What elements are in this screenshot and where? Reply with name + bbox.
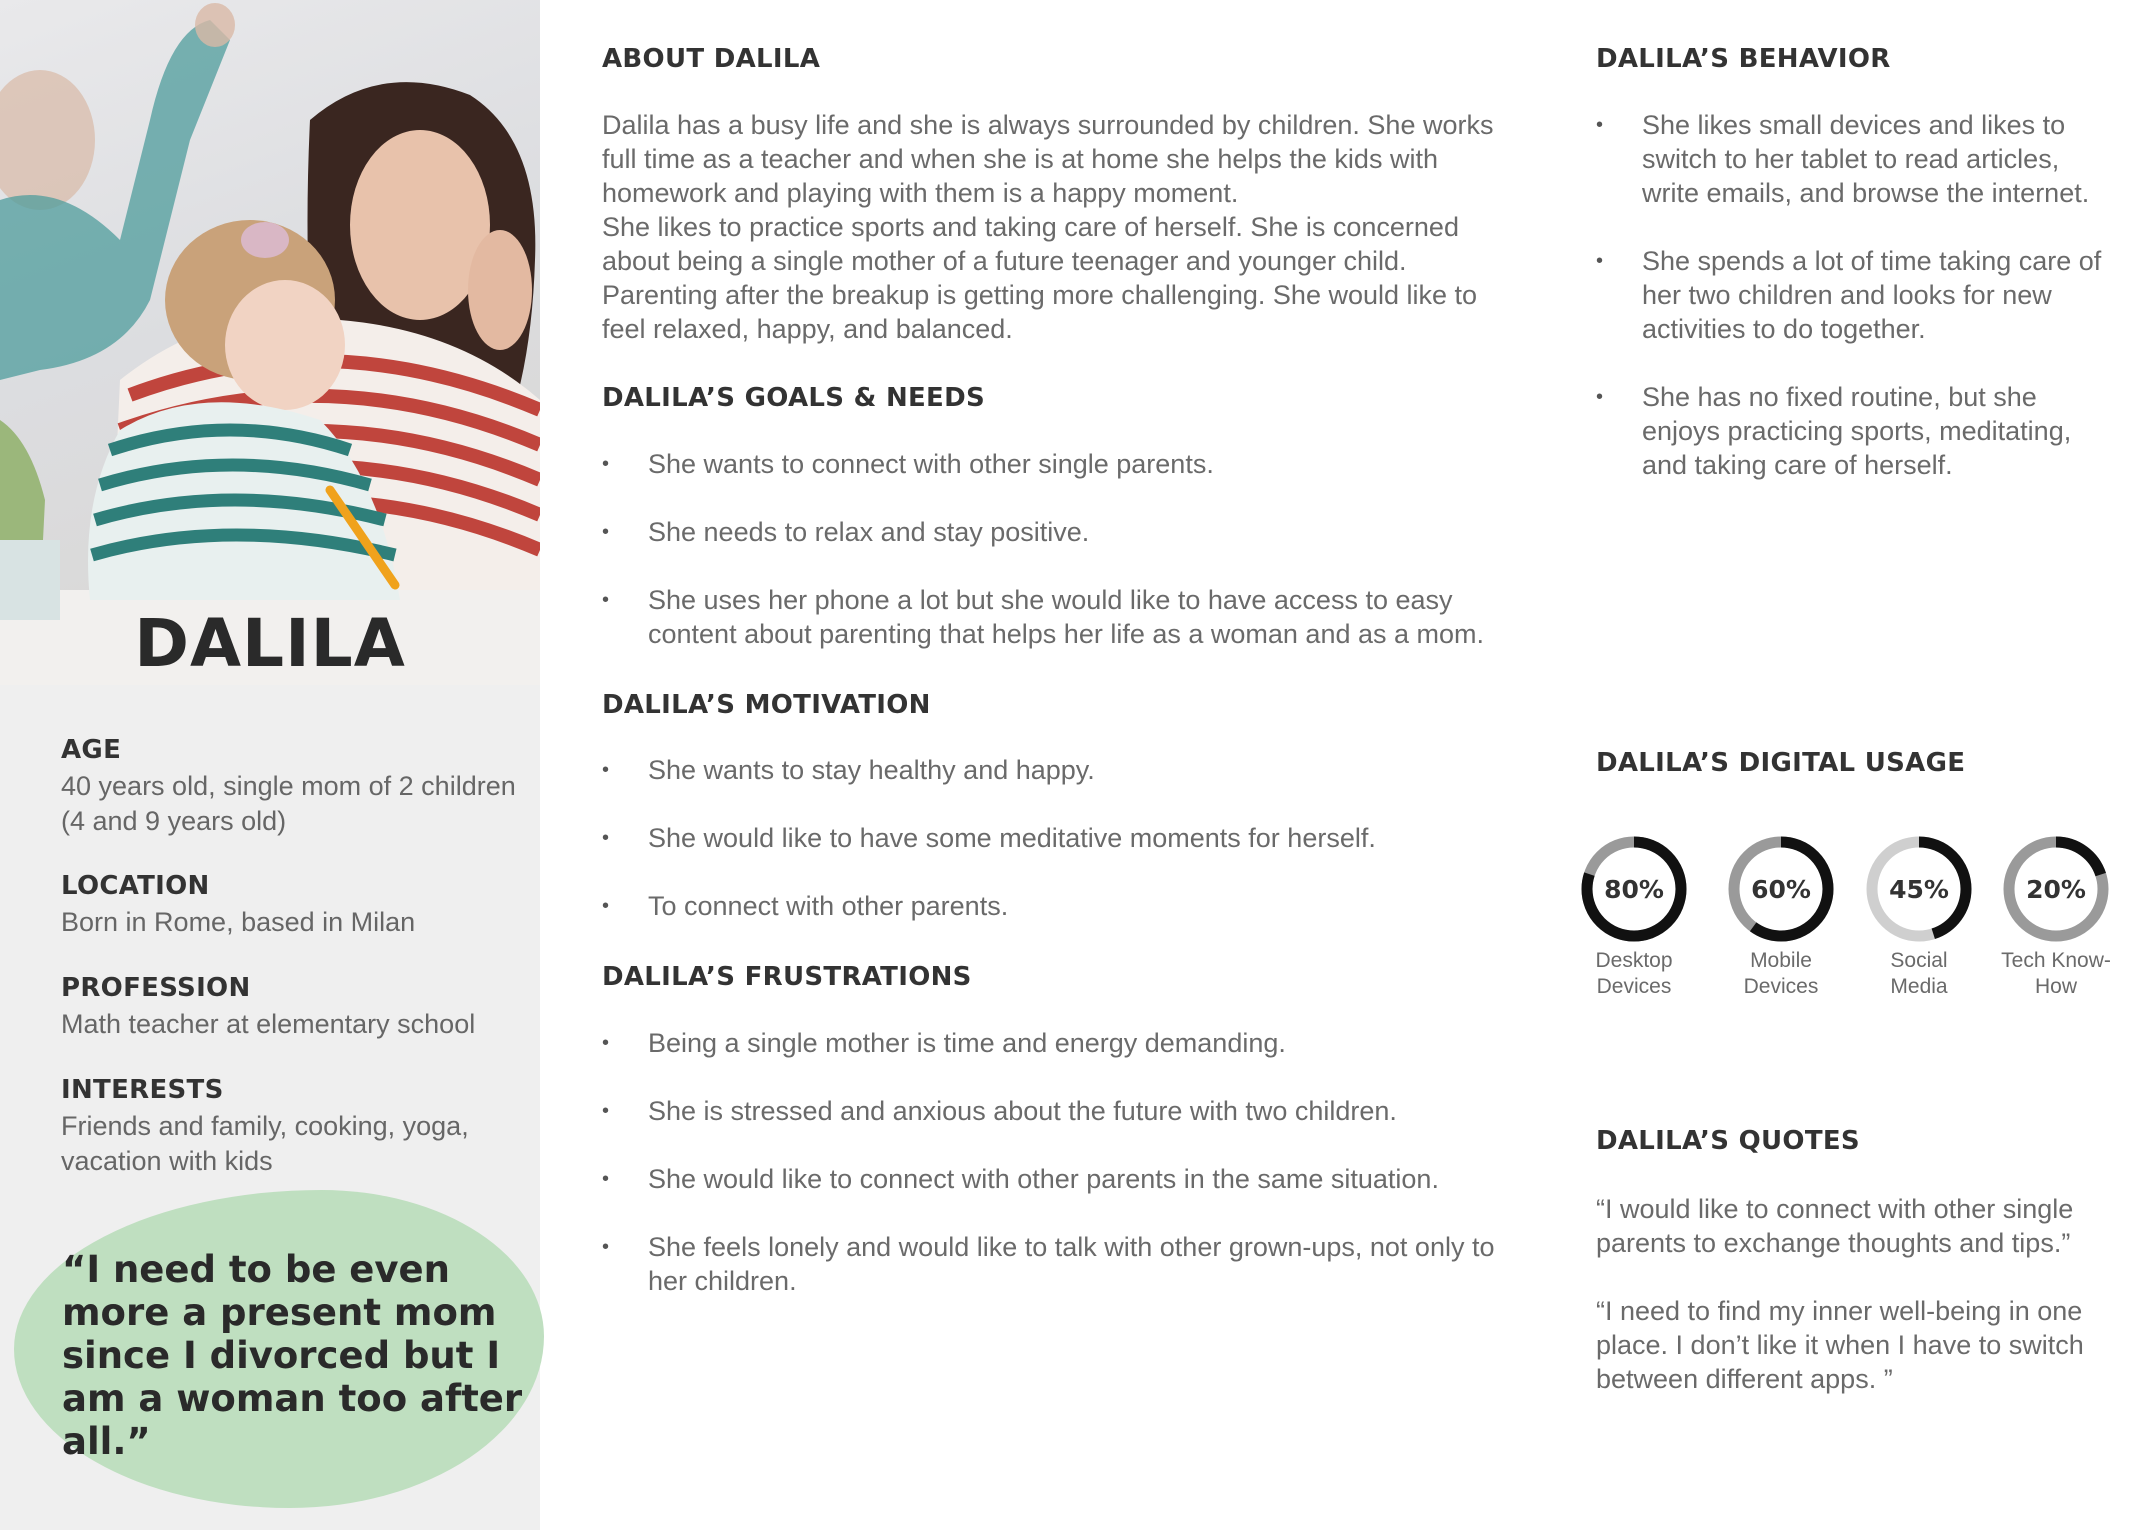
profession-value: Math teacher at elementary school — [61, 1009, 476, 1039]
usage-label: Mobile Devices — [1743, 949, 1819, 998]
usage-ring — [1726, 834, 1836, 944]
age-label: AGE — [61, 735, 122, 765]
frustrations-heading: DALILA’S FRUSTRATIONS — [602, 962, 972, 992]
digital-usage-heading: DALILA’S DIGITAL USAGE — [1596, 748, 1966, 778]
persona-name: DALILA — [134, 605, 406, 682]
usage-percent: 80% — [1604, 875, 1664, 904]
usage-item-social — [1849, 834, 1989, 1000]
list-item: • She would like to connect with other parents in the same situation. — [602, 1162, 1532, 1196]
interests-value: Friends and family, cooking, yoga, vacation with kids — [61, 1111, 469, 1176]
list-item: • She has no fixed routine, but she enjoys practicing sports, meditating, and taking care of herself. — [1596, 380, 2121, 482]
usage-item-mobile — [1711, 834, 1851, 1000]
usage-label: Desktop Devices — [1595, 949, 1673, 998]
persona-photo-illustration — [0, 0, 540, 685]
about-paragraph-2: She likes to practice sports and taking care of herself. She is concerned about being a single mother of a future teenager and younger child. Parenting after the breakup is getting more challenging. She would like to feel relaxed, happy, and balanced. — [602, 212, 1478, 344]
list-item: • She feels lonely and would like to talk with other grown-ups, not only to her children. — [602, 1230, 1532, 1298]
usage-ring — [1579, 834, 1689, 944]
quotes-heading: DALILA’S QUOTES — [1596, 1126, 1860, 1156]
usage-label: Social Media — [1890, 949, 1948, 998]
about-heading: ABOUT DALILA — [602, 44, 821, 74]
about-paragraph-1: Dalila has a busy life and she is always surrounded by children. She works full time as a teacher and when she is at home she helps the kids with homework and playing with them is a happy moment. — [602, 110, 1494, 208]
motivation-heading: DALILA’S MOTIVATION — [602, 690, 931, 720]
usage-item-tech — [1986, 834, 2126, 1000]
quote-item-1: “I would like to connect with other single parents to exchange thoughts and tips.” — [1596, 1194, 2074, 1258]
age-value: 40 years old, single mom of 2 children (4 and 9 years old) — [61, 771, 516, 836]
behavior-heading: DALILA’S BEHAVIOR — [1596, 44, 1891, 74]
frustrations-list — [602, 1026, 1532, 1298]
motivation-list — [602, 753, 1512, 923]
goals-list — [602, 447, 1512, 651]
list-item: • Being a single mother is time and energy demanding. — [602, 1026, 1532, 1060]
interests-section — [61, 1075, 481, 1179]
usage-ring — [2001, 834, 2111, 944]
usage-percent: 45% — [1889, 875, 1949, 904]
age-section — [61, 735, 531, 839]
usage-percent: 20% — [2026, 875, 2086, 904]
list-item: • She wants to stay healthy and happy. — [602, 753, 1512, 787]
location-value: Born in Rome, based in Milan — [61, 907, 416, 937]
usage-ring — [1864, 834, 1974, 944]
persona-quote: “I need to be even more a present mom since I divorced but I am a woman too after all.” — [62, 1248, 523, 1463]
persona-photo — [0, 0, 540, 685]
location-section — [61, 871, 531, 940]
location-label: LOCATION — [61, 871, 210, 901]
goals-heading: DALILA’S GOALS & NEEDS — [602, 383, 986, 413]
usage-percent: 60% — [1751, 875, 1811, 904]
list-item: • She needs to relax and stay positive. — [602, 515, 1512, 549]
list-item: • She would like to have some meditative moments for herself. — [602, 821, 1512, 855]
profession-label: PROFESSION — [61, 973, 251, 1003]
list-item: • She likes small devices and likes to switch to her tablet to read articles, write emails, and browse the internet. — [1596, 108, 2121, 210]
usage-item-desktop — [1564, 834, 1704, 1000]
list-item: • To connect with other parents. — [602, 889, 1512, 923]
interests-label: INTERESTS — [61, 1075, 224, 1105]
list-item: • She spends a lot of time taking care of her two children and looks for new activities to do together. — [1596, 244, 2121, 346]
usage-label: Tech Know- How — [2001, 949, 2111, 998]
behavior-list — [1596, 108, 2121, 482]
profession-section — [61, 973, 531, 1042]
quote-item-2: “I need to find my inner well-being in one place. I don’t like it when I have to switch between different apps. ” — [1596, 1296, 2084, 1394]
list-item: • She uses her phone a lot but she would like to have access to easy content about parenting that helps her life as a woman and as a mom. — [602, 583, 1512, 651]
list-item: • She is stressed and anxious about the future with two children. — [602, 1094, 1532, 1128]
list-item: • She wants to connect with other single parents. — [602, 447, 1512, 481]
